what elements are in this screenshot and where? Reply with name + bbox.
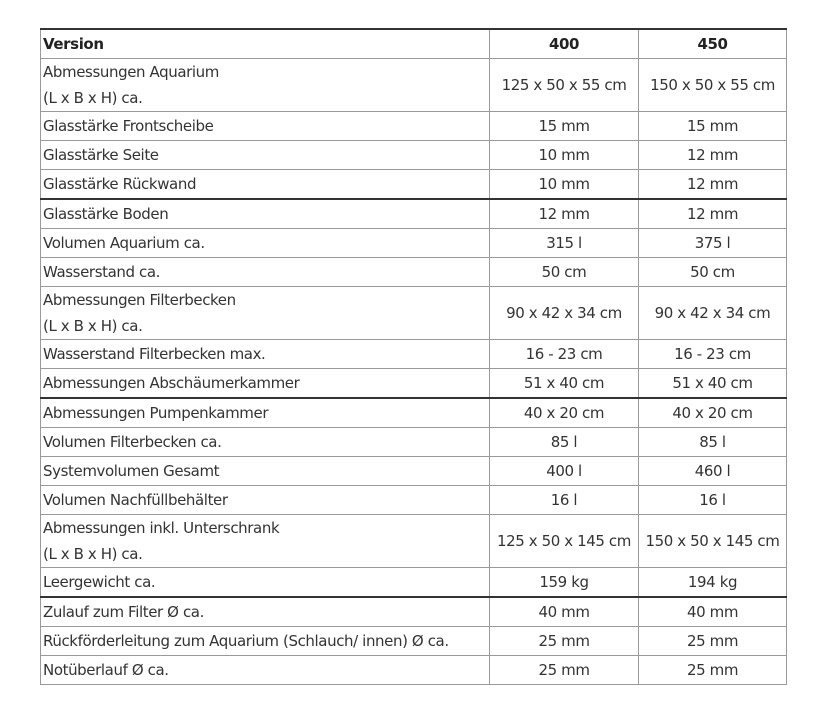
table-row [41,398,787,428]
row-label: Wasserstand ca. [41,258,490,287]
value-450: 15 mm [639,112,787,141]
value-400: 50 cm [490,258,639,287]
table-row [41,656,787,685]
table-row [41,170,787,200]
row-label: Volumen Filterbecken ca. [41,428,490,457]
value-400: 25 mm [490,656,639,685]
value-450: 12 mm [639,199,787,229]
row-label: Glasstärke Frontscheibe [41,112,490,141]
spec-table [40,28,787,685]
row-label: Glasstärke Rückwand [41,170,490,200]
row-label: Rückförderleitung zum Aquarium (Schlauch/ innen) Ø ca. [41,627,490,656]
row-label: Volumen Aquarium ca. [41,229,490,258]
header-400: 400 [490,29,639,59]
value-450: 16 - 23 cm [639,340,787,369]
table-row [41,112,787,141]
table-row [41,340,787,369]
table-row [41,229,787,258]
value-450: 51 x 40 cm [639,369,787,399]
table-row [41,568,787,598]
table-row [41,457,787,486]
row-label: Glasstärke Boden [41,199,490,229]
table-row [41,369,787,399]
row-label: Abmessungen Abschäumerkammer [41,369,490,399]
value-400: 90 x 42 x 34 cm [490,287,639,340]
value-450: 460 l [639,457,787,486]
table-row [41,287,787,340]
header-row [41,29,787,59]
row-label: Abmessungen Aquarium (L x B x H) ca. [41,59,490,112]
value-450: 150 x 50 x 55 cm [639,59,787,112]
row-label: Wasserstand Filterbecken max. [41,340,490,369]
value-400: 400 l [490,457,639,486]
value-400: 40 x 20 cm [490,398,639,428]
value-400: 125 x 50 x 55 cm [490,59,639,112]
row-label: Glasstärke Seite [41,141,490,170]
table-row [41,59,787,112]
row-label: Volumen Nachfüllbehälter [41,486,490,515]
header-450: 450 [639,29,787,59]
value-450: 16 l [639,486,787,515]
row-label: Abmessungen inkl. Unterschrank (L x B x H) ca. [41,515,490,568]
value-400: 159 kg [490,568,639,598]
table-row [41,597,787,627]
value-400: 51 x 40 cm [490,369,639,399]
value-450: 50 cm [639,258,787,287]
value-450: 85 l [639,428,787,457]
row-label: Abmessungen Filterbecken (L x B x H) ca. [41,287,490,340]
value-400: 85 l [490,428,639,457]
row-label: Leergewicht ca. [41,568,490,598]
value-450: 90 x 42 x 34 cm [639,287,787,340]
table-row [41,428,787,457]
value-450: 40 x 20 cm [639,398,787,428]
value-400: 125 x 50 x 145 cm [490,515,639,568]
row-label: Systemvolumen Gesamt [41,457,490,486]
value-400: 25 mm [490,627,639,656]
table-row [41,515,787,568]
table-row [41,627,787,656]
value-400: 12 mm [490,199,639,229]
value-400: 40 mm [490,597,639,627]
value-450: 194 kg [639,568,787,598]
value-400: 16 - 23 cm [490,340,639,369]
value-450: 25 mm [639,627,787,656]
value-450: 375 l [639,229,787,258]
value-450: 12 mm [639,141,787,170]
table-row [41,486,787,515]
row-label: Zulauf zum Filter Ø ca. [41,597,490,627]
row-label: Notüberlauf Ø ca. [41,656,490,685]
value-450: 40 mm [639,597,787,627]
table-row [41,258,787,287]
value-400: 315 l [490,229,639,258]
value-450: 25 mm [639,656,787,685]
value-400: 16 l [490,486,639,515]
value-400: 10 mm [490,170,639,200]
table-row [41,199,787,229]
value-450: 150 x 50 x 145 cm [639,515,787,568]
value-450: 12 mm [639,170,787,200]
row-label: Abmessungen Pumpenkammer [41,398,490,428]
value-400: 15 mm [490,112,639,141]
table-row [41,141,787,170]
header-version: Version [41,29,490,59]
value-400: 10 mm [490,141,639,170]
